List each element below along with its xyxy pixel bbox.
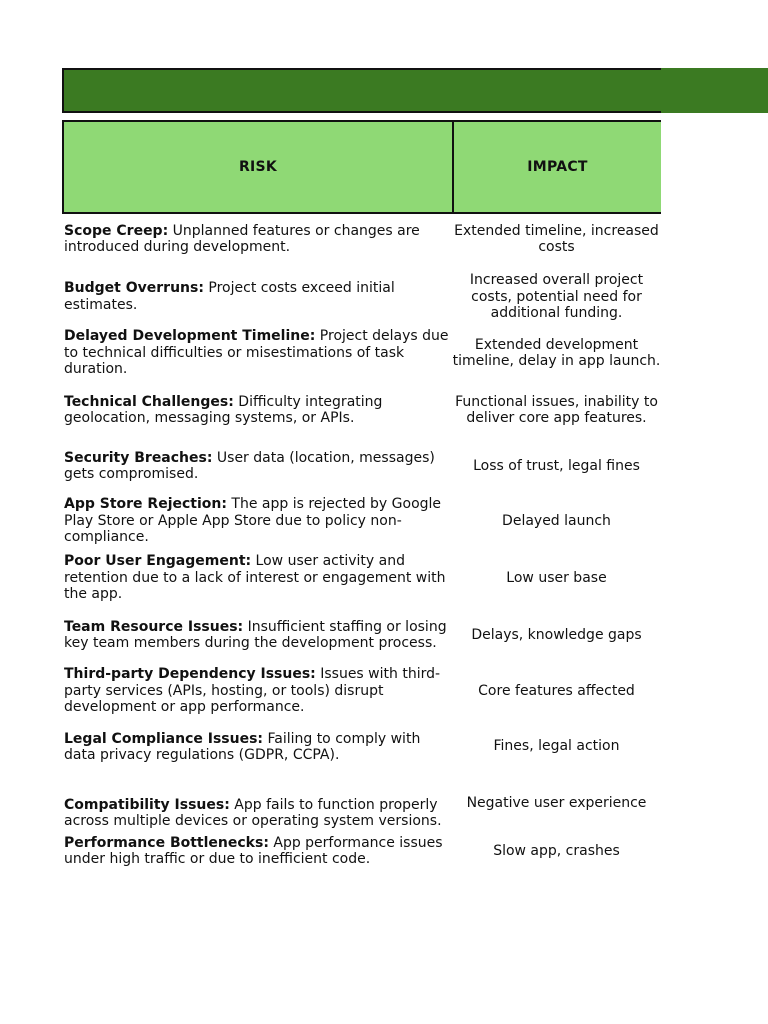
header-risk: RISK bbox=[64, 122, 454, 212]
risk-cell bbox=[62, 327, 452, 379]
risk-name: Budget Overruns: bbox=[64, 280, 204, 296]
risk-name: Third-party Dependency Issues: bbox=[64, 666, 316, 683]
impact-cell: Increased overall project costs, potential need for additional funding. bbox=[469, 272, 644, 322]
risk-description: App fails to function properly across multiple devices or operating system versions. bbox=[64, 796, 442, 829]
risk-description: Project costs exceed initial estimates. bbox=[64, 280, 395, 313]
table-row bbox=[62, 220, 661, 258]
risk-description: User data (location, messages) gets compromised. bbox=[64, 449, 435, 482]
table-row bbox=[62, 327, 661, 379]
table-row bbox=[62, 794, 661, 832]
risk-cell bbox=[62, 495, 452, 547]
table-row bbox=[62, 391, 661, 429]
risk-cell bbox=[62, 794, 452, 832]
risk-name: Compatibility Issues: bbox=[64, 796, 230, 813]
impact-cell: Low user base bbox=[506, 569, 607, 586]
risk-cell bbox=[62, 728, 452, 766]
impact-cell: Loss of trust, legal fines bbox=[473, 457, 640, 474]
risk-cell bbox=[62, 271, 452, 323]
risk-cell bbox=[62, 616, 452, 654]
risk-description: App performance issues under high traffic or due to inefficient code. bbox=[64, 834, 443, 867]
risk-name: Legal Compliance Issues: bbox=[64, 730, 264, 747]
risk-cell bbox=[62, 832, 452, 870]
table-row bbox=[62, 552, 661, 604]
risk-cell bbox=[62, 665, 452, 717]
table-row bbox=[62, 665, 661, 717]
risk-name: Poor User Engagement: bbox=[64, 553, 252, 570]
impact-cell: Functional issues, inability to deliver core app features. bbox=[455, 393, 658, 426]
impact-cell: Delayed launch bbox=[502, 512, 611, 529]
risk-description: Low user activity and retention due to a lack of interest or engagement with the app. bbox=[64, 553, 446, 603]
impact-cell: Extended timeline, increased costs bbox=[454, 222, 659, 255]
table-row bbox=[62, 832, 661, 870]
risk-description: Unplanned features or changes are introduced during development. bbox=[64, 222, 420, 255]
risk-cell bbox=[62, 447, 452, 485]
risk-cell bbox=[62, 552, 452, 604]
impact-cell: Core features affected bbox=[478, 682, 635, 699]
impact-cell: Delays, knowledge gaps bbox=[471, 626, 642, 643]
risk-description: The app is rejected by Google Play Store or Apple App Store due to policy non-compliance. bbox=[64, 496, 442, 546]
risk-description: Difficulty integrating geolocation, messaging systems, or APIs. bbox=[64, 393, 383, 426]
risk-description: Failing to comply with data privacy regulations (GDPR, CCPA). bbox=[64, 730, 421, 763]
impact-cell: Negative user experience bbox=[466, 795, 647, 811]
risk-name: Performance Bottlenecks: bbox=[64, 834, 269, 851]
table-row bbox=[62, 495, 661, 547]
risk-name: App Store Rejection: bbox=[64, 496, 227, 513]
risk-name: Scope Creep: bbox=[64, 222, 169, 239]
table-header bbox=[62, 120, 661, 214]
impact-cell: Fines, legal action bbox=[493, 737, 620, 754]
risk-cell bbox=[62, 220, 452, 258]
risk-name: Security Breaches: bbox=[64, 449, 213, 466]
risk-description: Project delays due to technical difficulties or misestimations of task duration. bbox=[64, 328, 449, 378]
title-bar-border bbox=[62, 68, 661, 113]
table-row bbox=[62, 616, 661, 654]
header-impact: IMPACT bbox=[527, 159, 588, 175]
table-row bbox=[62, 447, 661, 485]
risk-description: Issues with third-party services (APIs, hosting, or tools) disrupt development or app performance. bbox=[64, 666, 441, 716]
risk-name: Team Resource Issues: bbox=[64, 618, 244, 635]
risk-cell bbox=[62, 391, 452, 429]
impact-cell: Slow app, crashes bbox=[493, 842, 620, 859]
risk-name: Technical Challenges: bbox=[64, 393, 234, 410]
risk-name: Delayed Development Timeline: bbox=[64, 328, 316, 345]
impact-cell: Extended development timeline, delay in app launch. bbox=[452, 336, 661, 369]
table-row bbox=[62, 728, 661, 766]
table-row bbox=[62, 271, 661, 323]
risk-description: Insufficient staffing or losing key team members during the development process. bbox=[64, 618, 447, 651]
